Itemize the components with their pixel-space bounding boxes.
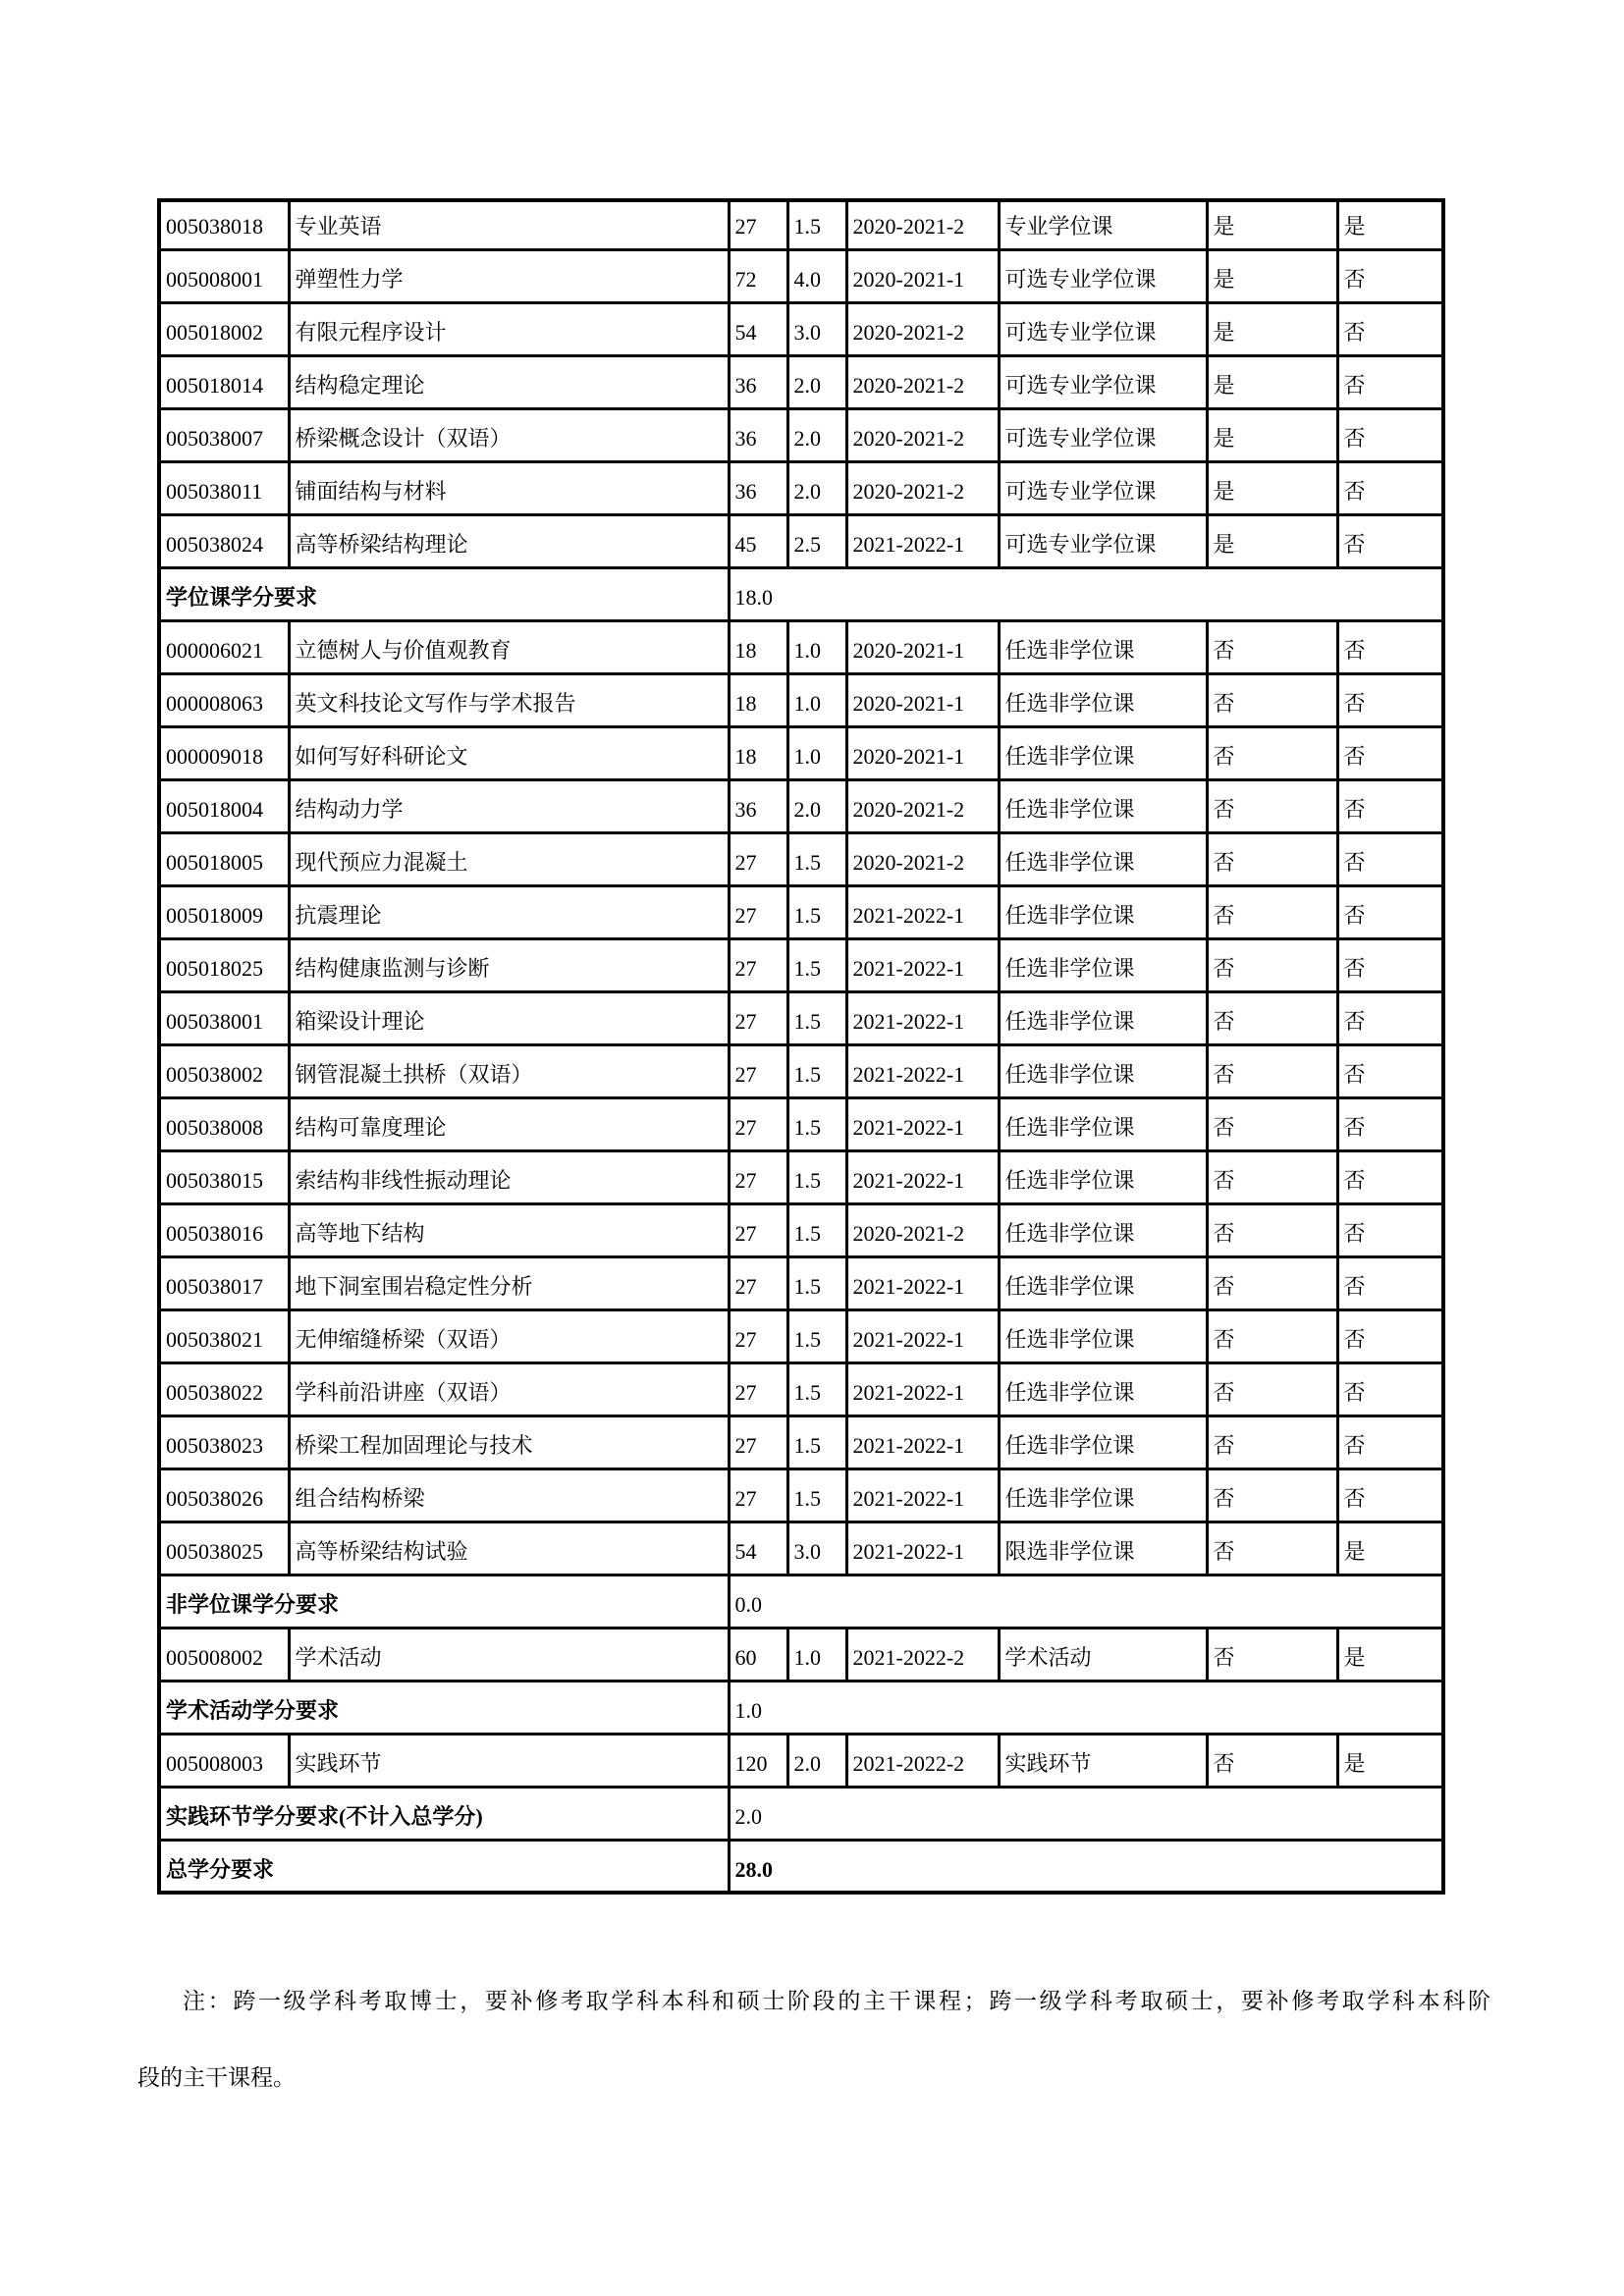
- cell-flag1: 是: [1207, 408, 1337, 461]
- cell-code: 005018009: [159, 885, 289, 938]
- course-row: [159, 355, 1443, 408]
- cell-flag2: 否: [1337, 1415, 1443, 1468]
- cell-semester: 2020-2021-1: [846, 673, 999, 726]
- summary-row: [159, 1787, 1443, 1840]
- cell-flag2: 否: [1337, 1309, 1443, 1362]
- cell-code: 005038022: [159, 1362, 289, 1415]
- summary-row: [159, 567, 1443, 620]
- cell-hours: 36: [729, 461, 787, 514]
- cell-credits: 3.0: [787, 302, 846, 355]
- course-row: [159, 1468, 1443, 1522]
- summary-label-cell: 总学分要求: [159, 1840, 729, 1893]
- cell-flag1: 否: [1207, 1415, 1337, 1468]
- course-row: [159, 1362, 1443, 1415]
- cell-name: 结构可靠度理论: [289, 1097, 729, 1150]
- footnote-line-2: 段的主干课程。: [137, 2065, 296, 2090]
- cell-type: 可选专业学位课: [999, 461, 1207, 514]
- cell-code: 005008001: [159, 249, 289, 302]
- cell-semester: 2020-2021-2: [846, 461, 999, 514]
- cell-name: 无伸缩缝桥梁（双语）: [289, 1309, 729, 1362]
- cell-code: 000009018: [159, 726, 289, 779]
- cell-credits: 1.5: [787, 885, 846, 938]
- course-row: [159, 249, 1443, 302]
- cell-name: 结构健康监测与诊断: [289, 938, 729, 991]
- cell-flag2: 否: [1337, 726, 1443, 779]
- cell-semester: 2021-2022-1: [846, 885, 999, 938]
- course-row: [159, 1256, 1443, 1309]
- cell-hours: 27: [729, 885, 787, 938]
- cell-code: 005038016: [159, 1203, 289, 1256]
- cell-hours: 27: [729, 832, 787, 885]
- cell-name: 立德树人与价值观教育: [289, 620, 729, 673]
- course-row: [159, 1415, 1443, 1468]
- summary-label-cell: 学位课学分要求: [159, 567, 729, 620]
- cell-hours: 27: [729, 200, 787, 249]
- cell-flag2: 是: [1337, 1628, 1443, 1681]
- cell-name: 桥梁概念设计（双语）: [289, 408, 729, 461]
- cell-type: 可选专业学位课: [999, 514, 1207, 567]
- course-row: [159, 1150, 1443, 1203]
- cell-code: 005038024: [159, 514, 289, 567]
- cell-credits: 2.0: [787, 779, 846, 832]
- cell-code: 005038023: [159, 1415, 289, 1468]
- cell-flag2: 否: [1337, 832, 1443, 885]
- cell-code: 005038017: [159, 1256, 289, 1309]
- cell-flag2: 否: [1337, 408, 1443, 461]
- cell-flag2: 否: [1337, 1362, 1443, 1415]
- footnote: [137, 1963, 1490, 2116]
- cell-flag1: 否: [1207, 832, 1337, 885]
- summary-value-cell: 2.0: [729, 1787, 1443, 1840]
- cell-flag1: 否: [1207, 991, 1337, 1044]
- cell-flag2: 否: [1337, 1468, 1443, 1522]
- cell-credits: 1.5: [787, 1256, 846, 1309]
- cell-flag2: 否: [1337, 302, 1443, 355]
- cell-type: 任选非学位课: [999, 885, 1207, 938]
- cell-code: 000006021: [159, 620, 289, 673]
- cell-flag1: 否: [1207, 1628, 1337, 1681]
- cell-flag1: 否: [1207, 726, 1337, 779]
- cell-name: 箱梁设计理论: [289, 991, 729, 1044]
- cell-flag1: 是: [1207, 249, 1337, 302]
- cell-name: 结构动力学: [289, 779, 729, 832]
- cell-hours: 120: [729, 1734, 787, 1787]
- cell-flag1: 否: [1207, 1734, 1337, 1787]
- cell-credits: 1.5: [787, 1468, 846, 1522]
- course-row: [159, 1203, 1443, 1256]
- cell-type: 专业学位课: [999, 200, 1207, 249]
- cell-hours: 27: [729, 991, 787, 1044]
- cell-flag1: 否: [1207, 938, 1337, 991]
- cell-name: 桥梁工程加固理论与技术: [289, 1415, 729, 1468]
- course-row: [159, 1309, 1443, 1362]
- cell-code: 005038001: [159, 991, 289, 1044]
- cell-name: 索结构非线性振动理论: [289, 1150, 729, 1203]
- cell-semester: 2020-2021-1: [846, 620, 999, 673]
- cell-hours: 27: [729, 1044, 787, 1097]
- cell-name: 铺面结构与材料: [289, 461, 729, 514]
- course-row: [159, 938, 1443, 991]
- cell-type: 任选非学位课: [999, 673, 1207, 726]
- cell-name: 有限元程序设计: [289, 302, 729, 355]
- cell-flag2: 否: [1337, 885, 1443, 938]
- cell-semester: 2021-2022-1: [846, 514, 999, 567]
- cell-code: 005038015: [159, 1150, 289, 1203]
- cell-name: 如何写好科研论文: [289, 726, 729, 779]
- cell-credits: 1.5: [787, 938, 846, 991]
- cell-type: 任选非学位课: [999, 832, 1207, 885]
- cell-hours: 27: [729, 1468, 787, 1522]
- course-row: [159, 302, 1443, 355]
- cell-credits: 2.0: [787, 1734, 846, 1787]
- cell-credits: 1.5: [787, 1362, 846, 1415]
- cell-code: 005008003: [159, 1734, 289, 1787]
- cell-code: 005038018: [159, 200, 289, 249]
- cell-semester: 2021-2022-1: [846, 1256, 999, 1309]
- cell-name: 抗震理论: [289, 885, 729, 938]
- cell-type: 可选专业学位课: [999, 249, 1207, 302]
- cell-name: 高等桥梁结构试验: [289, 1522, 729, 1575]
- cell-code: 005018005: [159, 832, 289, 885]
- cell-hours: 27: [729, 938, 787, 991]
- cell-name: 高等地下结构: [289, 1203, 729, 1256]
- cell-type: 任选非学位课: [999, 1044, 1207, 1097]
- cell-hours: 45: [729, 514, 787, 567]
- cell-flag2: 否: [1337, 1256, 1443, 1309]
- cell-type: 任选非学位课: [999, 726, 1207, 779]
- cell-hours: 36: [729, 408, 787, 461]
- cell-flag2: 否: [1337, 673, 1443, 726]
- cell-credits: 2.0: [787, 408, 846, 461]
- cell-semester: 2020-2021-2: [846, 302, 999, 355]
- cell-flag1: 否: [1207, 885, 1337, 938]
- summary-value-cell: 28.0: [729, 1840, 1443, 1893]
- cell-flag1: 否: [1207, 779, 1337, 832]
- cell-code: 000008063: [159, 673, 289, 726]
- cell-credits: 2.5: [787, 514, 846, 567]
- cell-type: 任选非学位课: [999, 991, 1207, 1044]
- cell-credits: 1.0: [787, 726, 846, 779]
- cell-flag1: 否: [1207, 1044, 1337, 1097]
- cell-credits: 1.5: [787, 1309, 846, 1362]
- cell-flag1: 否: [1207, 1150, 1337, 1203]
- cell-type: 任选非学位课: [999, 1362, 1207, 1415]
- cell-semester: 2021-2022-1: [846, 1097, 999, 1150]
- cell-semester: 2020-2021-1: [846, 249, 999, 302]
- cell-code: 005038011: [159, 461, 289, 514]
- cell-code: 005008002: [159, 1628, 289, 1681]
- cell-credits: 1.0: [787, 620, 846, 673]
- cell-name: 实践环节: [289, 1734, 729, 1787]
- cell-code: 005038008: [159, 1097, 289, 1150]
- cell-credits: 1.5: [787, 1044, 846, 1097]
- cell-hours: 27: [729, 1203, 787, 1256]
- cell-flag1: 是: [1207, 200, 1337, 249]
- cell-hours: 18: [729, 673, 787, 726]
- cell-semester: 2020-2021-2: [846, 408, 999, 461]
- cell-type: 可选专业学位课: [999, 408, 1207, 461]
- course-row: [159, 1734, 1443, 1787]
- cell-semester: 2021-2022-1: [846, 938, 999, 991]
- summary-value-cell: 0.0: [729, 1575, 1443, 1628]
- cell-semester: 2021-2022-1: [846, 1362, 999, 1415]
- cell-credits: 2.0: [787, 461, 846, 514]
- cell-credits: 1.5: [787, 200, 846, 249]
- cell-credits: 1.5: [787, 1150, 846, 1203]
- cell-name: 结构稳定理论: [289, 355, 729, 408]
- course-row: [159, 1044, 1443, 1097]
- cell-code: 005038025: [159, 1522, 289, 1575]
- cell-type: 可选专业学位课: [999, 355, 1207, 408]
- cell-code: 005038026: [159, 1468, 289, 1522]
- cell-flag1: 否: [1207, 1256, 1337, 1309]
- cell-hours: 27: [729, 1150, 787, 1203]
- cell-type: 任选非学位课: [999, 1468, 1207, 1522]
- cell-semester: 2021-2022-1: [846, 1044, 999, 1097]
- course-row: [159, 673, 1443, 726]
- cell-hours: 72: [729, 249, 787, 302]
- cell-semester: 2021-2022-2: [846, 1628, 999, 1681]
- course-row: [159, 779, 1443, 832]
- cell-flag1: 是: [1207, 355, 1337, 408]
- cell-hours: 27: [729, 1097, 787, 1150]
- cell-type: 限选非学位课: [999, 1522, 1207, 1575]
- cell-flag2: 否: [1337, 1097, 1443, 1150]
- summary-value-cell: 18.0: [729, 567, 1443, 620]
- cell-credits: 1.5: [787, 832, 846, 885]
- cell-code: 005018004: [159, 779, 289, 832]
- cell-credits: 1.5: [787, 991, 846, 1044]
- cell-flag1: 否: [1207, 1309, 1337, 1362]
- summary-row: [159, 1575, 1443, 1628]
- cell-semester: 2021-2022-1: [846, 1150, 999, 1203]
- cell-flag2: 是: [1337, 1734, 1443, 1787]
- cell-hours: 36: [729, 355, 787, 408]
- cell-type: 任选非学位课: [999, 1097, 1207, 1150]
- cell-code: 005018002: [159, 302, 289, 355]
- cell-code: 005038002: [159, 1044, 289, 1097]
- cell-flag1: 是: [1207, 461, 1337, 514]
- cell-type: 任选非学位课: [999, 1415, 1207, 1468]
- cell-semester: 2020-2021-2: [846, 355, 999, 408]
- cell-flag1: 否: [1207, 1097, 1337, 1150]
- cell-semester: 2021-2022-1: [846, 1468, 999, 1522]
- cell-name: 学科前沿讲座（双语）: [289, 1362, 729, 1415]
- cell-name: 现代预应力混凝土: [289, 832, 729, 885]
- cell-type: 学术活动: [999, 1628, 1207, 1681]
- cell-hours: 27: [729, 1362, 787, 1415]
- cell-flag1: 是: [1207, 302, 1337, 355]
- cell-flag2: 否: [1337, 461, 1443, 514]
- cell-flag1: 否: [1207, 1362, 1337, 1415]
- cell-semester: 2021-2022-1: [846, 1522, 999, 1575]
- cell-semester: 2020-2021-2: [846, 832, 999, 885]
- cell-type: 任选非学位课: [999, 620, 1207, 673]
- cell-flag2: 否: [1337, 620, 1443, 673]
- cell-type: 任选非学位课: [999, 1150, 1207, 1203]
- cell-name: 专业英语: [289, 200, 729, 249]
- cell-credits: 1.0: [787, 1628, 846, 1681]
- cell-name: 学术活动: [289, 1628, 729, 1681]
- summary-row: [159, 1840, 1443, 1893]
- cell-name: 组合结构桥梁: [289, 1468, 729, 1522]
- cell-hours: 27: [729, 1256, 787, 1309]
- cell-flag2: 否: [1337, 514, 1443, 567]
- cell-type: 任选非学位课: [999, 1203, 1207, 1256]
- cell-flag1: 否: [1207, 673, 1337, 726]
- cell-credits: 1.5: [787, 1097, 846, 1150]
- course-row: [159, 514, 1443, 567]
- course-row: [159, 1628, 1443, 1681]
- cell-code: 005038021: [159, 1309, 289, 1362]
- cell-flag1: 否: [1207, 1522, 1337, 1575]
- cell-semester: 2020-2021-2: [846, 1203, 999, 1256]
- cell-flag1: 否: [1207, 1468, 1337, 1522]
- cell-semester: 2021-2022-1: [846, 991, 999, 1044]
- cell-flag2: 否: [1337, 249, 1443, 302]
- cell-hours: 54: [729, 302, 787, 355]
- cell-type: 任选非学位课: [999, 1256, 1207, 1309]
- course-credit-table: [157, 198, 1445, 1895]
- course-row: [159, 832, 1443, 885]
- cell-credits: 4.0: [787, 249, 846, 302]
- cell-flag2: 否: [1337, 991, 1443, 1044]
- cell-flag1: 否: [1207, 1203, 1337, 1256]
- cell-hours: 54: [729, 1522, 787, 1575]
- summary-label-cell: 实践环节学分要求(不计入总学分): [159, 1787, 729, 1840]
- course-row: [159, 461, 1443, 514]
- cell-flag2: 否: [1337, 355, 1443, 408]
- course-row: [159, 620, 1443, 673]
- cell-credits: 1.0: [787, 673, 846, 726]
- summary-value-cell: 1.0: [729, 1681, 1443, 1734]
- cell-semester: 2021-2022-1: [846, 1415, 999, 1468]
- cell-name: 英文科技论文写作与学术报告: [289, 673, 729, 726]
- cell-flag2: 否: [1337, 1044, 1443, 1097]
- cell-semester: 2020-2021-2: [846, 779, 999, 832]
- cell-flag1: 否: [1207, 620, 1337, 673]
- cell-flag2: 否: [1337, 938, 1443, 991]
- cell-code: 005038007: [159, 408, 289, 461]
- cell-credits: 3.0: [787, 1522, 846, 1575]
- cell-name: 钢管混凝土拱桥（双语）: [289, 1044, 729, 1097]
- summary-label-cell: 学术活动学分要求: [159, 1681, 729, 1734]
- cell-credits: 1.5: [787, 1415, 846, 1468]
- cell-type: 实践环节: [999, 1734, 1207, 1787]
- course-row: [159, 726, 1443, 779]
- cell-code: 005018025: [159, 938, 289, 991]
- course-row: [159, 885, 1443, 938]
- course-row: [159, 991, 1443, 1044]
- course-row: [159, 408, 1443, 461]
- course-row: [159, 1522, 1443, 1575]
- summary-label-cell: 非学位课学分要求: [159, 1575, 729, 1628]
- cell-name: 弹塑性力学: [289, 249, 729, 302]
- cell-semester: 2021-2022-1: [846, 1309, 999, 1362]
- cell-name: 地下洞室围岩稳定性分析: [289, 1256, 729, 1309]
- course-row: [159, 1097, 1443, 1150]
- cell-semester: 2020-2021-2: [846, 200, 999, 249]
- cell-type: 可选专业学位课: [999, 302, 1207, 355]
- course-row: [159, 200, 1443, 249]
- cell-hours: 18: [729, 620, 787, 673]
- cell-flag2: 否: [1337, 1150, 1443, 1203]
- cell-flag2: 否: [1337, 779, 1443, 832]
- cell-semester: 2021-2022-2: [846, 1734, 999, 1787]
- cell-flag2: 是: [1337, 200, 1443, 249]
- cell-code: 005018014: [159, 355, 289, 408]
- footnote-line-1: 注：跨一级学科考取博士，要补修考取学科本科和硕士阶段的主干课程；跨一级学科考取硕士，要补修考取学科本科阶: [183, 1989, 1490, 2013]
- cell-type: 任选非学位课: [999, 779, 1207, 832]
- cell-hours: 18: [729, 726, 787, 779]
- summary-row: [159, 1681, 1443, 1734]
- cell-flag1: 是: [1207, 514, 1337, 567]
- cell-hours: 27: [729, 1415, 787, 1468]
- cell-hours: 60: [729, 1628, 787, 1681]
- cell-credits: 1.5: [787, 1203, 846, 1256]
- cell-hours: 27: [729, 1309, 787, 1362]
- cell-credits: 2.0: [787, 355, 846, 408]
- cell-flag2: 否: [1337, 1203, 1443, 1256]
- cell-type: 任选非学位课: [999, 1309, 1207, 1362]
- cell-semester: 2020-2021-1: [846, 726, 999, 779]
- course-table-body: [159, 200, 1443, 1893]
- cell-hours: 36: [729, 779, 787, 832]
- cell-flag2: 是: [1337, 1522, 1443, 1575]
- cell-name: 高等桥梁结构理论: [289, 514, 729, 567]
- cell-type: 任选非学位课: [999, 938, 1207, 991]
